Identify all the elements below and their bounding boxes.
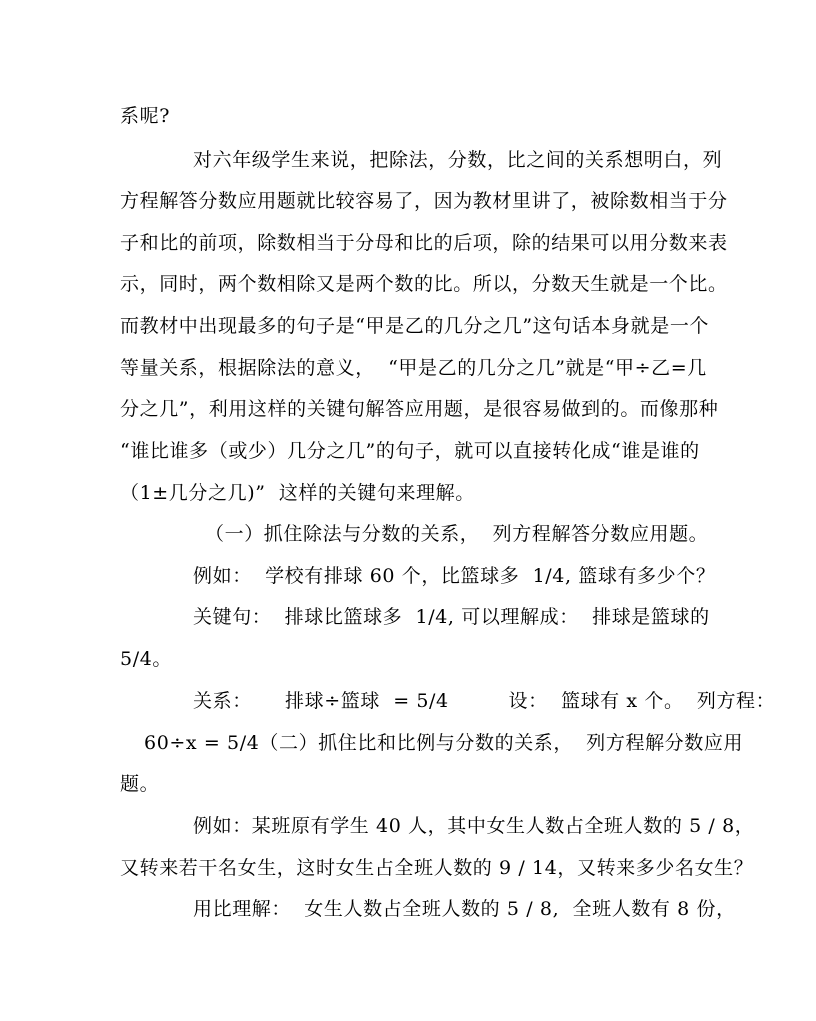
text-line-16: 60÷x = 5/4（二）抓住比和比例与分数的关系， 列方程解分数应用 bbox=[144, 732, 744, 754]
text-line-3: 方程解答分数应用题就比较容易了，因为教材里讲了，被除数相当于分 bbox=[120, 190, 728, 212]
text-line-9: “谁比谁多（或少）几分之几”的句子，就可以直接转化成“谁是谁的 bbox=[120, 440, 700, 462]
text-line-18: 例如：某班原有学生 40 人，其中女生人数占全班人数的 5 / 8， bbox=[193, 815, 755, 837]
text-line-14: 5/4。 bbox=[120, 648, 172, 670]
section-heading-1: （一）抓住除法与分数的关系， 列方程解答分数应用题。 bbox=[205, 523, 709, 545]
text-line-13: 关键句： 排球比篮球多 1/4, 可以理解成： 排球是篮球的 bbox=[193, 606, 710, 628]
text-line-19: 又转来若干名女生，这时女生占全班人数的 9 / 14，又转来多少名女生？ bbox=[120, 857, 754, 879]
text-line-12: 例如： 学校有排球 60 个，比篮球多 1/4, 篮球有多少个？ bbox=[193, 565, 716, 587]
text-line-6: 而教材中出现最多的句子是“甲是乙的几分之几”这句话本身就是一个 bbox=[120, 315, 710, 337]
text-line-8: 分之几”，利用这样的关键句解答应用题，是很容易做到的。而像那种 bbox=[120, 398, 719, 420]
text-line-2: 对六年级学生来说，把除法，分数，比之间的关系想明白，列 bbox=[193, 149, 723, 171]
text-line-7: 等量关系，根据除法的意义， “甲是乙的几分之几”就是“甲÷乙=几 bbox=[120, 357, 707, 379]
text-line-20: 用比理解： 女生人数占全班人数的 5 / 8, 全班人数有 8 份， bbox=[193, 898, 736, 920]
text-line-10: （1±几分之几)” 这样的关键句来理解。 bbox=[120, 482, 475, 504]
text-line-1: 系呢? bbox=[120, 105, 170, 127]
text-line-15: 关系： 排球÷篮球 = 5/4 设： 篮球有 x 个。 列方程： bbox=[193, 690, 776, 712]
text-line-4: 子和比的前项，除数相当于分母和比的后项，除的结果可以用分数来表 bbox=[120, 232, 728, 254]
text-line-17: 题。 bbox=[120, 773, 160, 795]
text-line-5: 示，同时，两个数相除又是两个数的比。所以，分数天生就是一个比。 bbox=[120, 273, 728, 295]
